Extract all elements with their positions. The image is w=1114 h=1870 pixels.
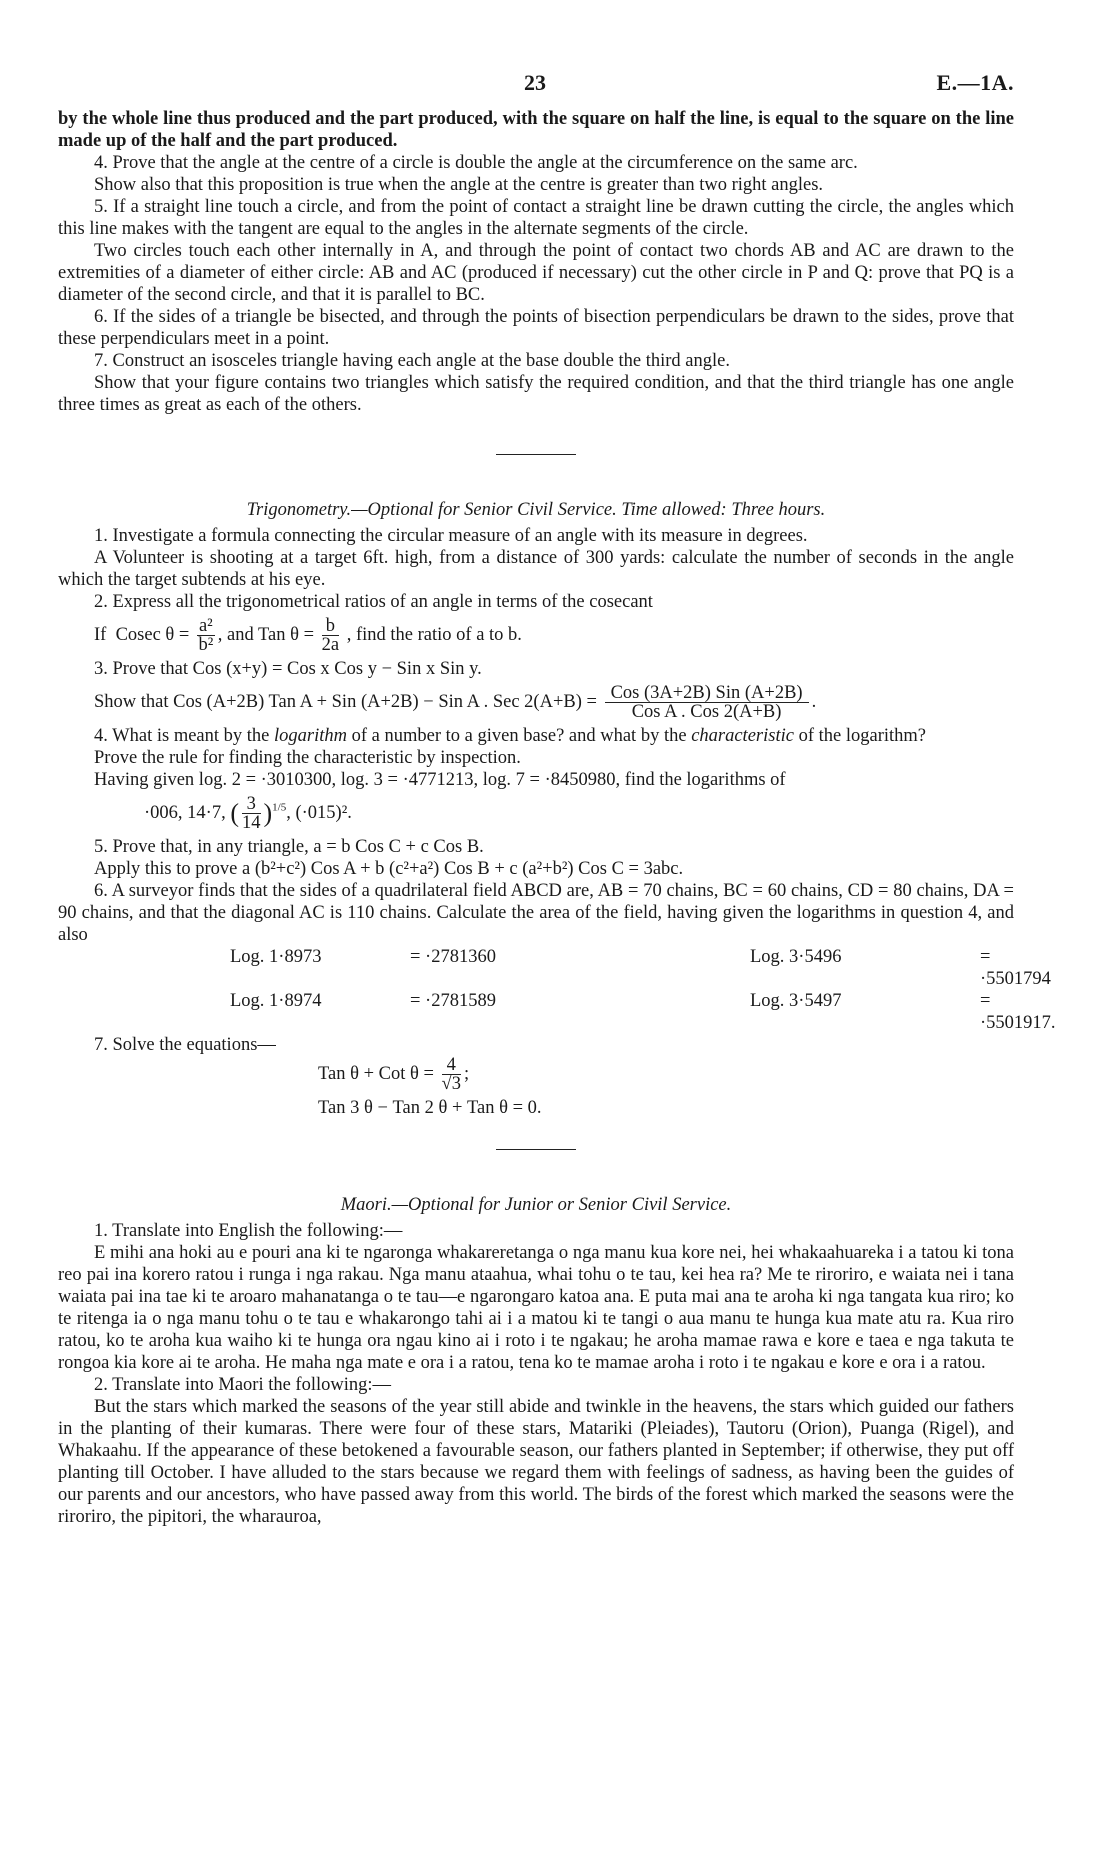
trig-question-2: 2. Express all the trigonometrical ratios of an angle in terms of the cosecant bbox=[94, 592, 653, 612]
denominator: 14 bbox=[242, 813, 261, 833]
numerator: b bbox=[322, 617, 339, 636]
denominator: √3 bbox=[441, 1074, 461, 1094]
geometry-question-7-rider: Show that your figure contains two triangles which satisfy the required condition, and that the third triangle has one angle three times as great as each of the others. bbox=[58, 373, 1014, 415]
log-label: Log. 3·5496 bbox=[750, 947, 842, 967]
equation-1 bbox=[318, 1056, 1014, 1093]
numerator: 3 bbox=[242, 795, 261, 814]
maori-title: Maori.—Optional for Junior or Senior Civil Service. bbox=[340, 1195, 732, 1215]
log-label: Log. 1·8974 bbox=[230, 991, 322, 1011]
geometry-question-4: 4. Prove that the angle at the centre of a circle is double the angle at the circumference on the same arc. bbox=[94, 153, 858, 173]
trig-question-3-identity: Show that Cos (A+2B) Tan A + Sin (A+2B) − Sin A . Sec 2(A+B) = $\frac{\text{Cos (3A+2B) Sin (A+2B)}}{\text{Cos A . Cos 2(A+B)}}$ . bbox=[94, 683, 817, 722]
geometry-section bbox=[58, 108, 1014, 416]
log-label: Log. 1·8973 bbox=[230, 947, 322, 967]
formula-text: Tan θ + Cot θ = bbox=[318, 1063, 434, 1084]
log-value: = ·5501917. bbox=[980, 991, 1056, 1033]
question-text: of the logarithm? bbox=[798, 726, 926, 746]
english-passage: But the stars which marked the seasons of the year still abide and twinkle in the heavens, the stars which guided our fathers in the planting of their kumaras. There were four of these stars, Matariki (Pleiades), Tautoru (Orion), Puanga (Rigel), and Whakaahu. If the appearance of these betokened a favourable season, our fathers planted in September; if otherwise, they put off planting till October. I have alluded to the stars because we regard them with feelings of sadness, as having been the guides of our parents and our ancestors, who have passed away from this world. The birds of the forest which marked the seasons were the riroriro, the pipitori, the wharauroa, bbox=[58, 1397, 1014, 1527]
fraction-a2-b2 bbox=[197, 617, 215, 654]
trig-question-1: 1. Investigate a formula connecting the circular measure of an angle with its measure in degrees. bbox=[94, 526, 808, 546]
denominator: b² bbox=[198, 635, 214, 655]
page-header bbox=[58, 72, 1014, 108]
trig-question-4 bbox=[58, 725, 1014, 747]
numerator: Cos (3A+2B) Sin (A+2B) bbox=[605, 684, 809, 703]
trig-question-4-prove: Prove the rule for finding the characteristic by inspection. bbox=[94, 748, 521, 768]
section-divider bbox=[496, 1149, 576, 1150]
trig-question-5: 5. Prove that, in any triangle, a = b Cos C + c Cos B. bbox=[94, 837, 484, 857]
geometry-question-7: 7. Construct an isosceles triangle having each angle at the base double the third angle. bbox=[94, 351, 730, 371]
page-number: 23 bbox=[524, 70, 546, 95]
equation-2: Tan 3 θ − Tan 2 θ + Tan θ = 0. bbox=[318, 1098, 542, 1118]
term-characteristic: characteristic bbox=[691, 726, 794, 746]
open-paren: ( bbox=[230, 798, 239, 828]
formula-text: If bbox=[94, 624, 107, 645]
question-text: 4. What is meant by the bbox=[94, 726, 270, 746]
trig-question-3: 3. Prove that Cos (x+y) = Cos x Cos y − Sin x Sin y. bbox=[94, 659, 482, 679]
question-text: of a number to a given base? and what by the bbox=[351, 726, 687, 746]
log-value: = ·5501794 bbox=[980, 947, 1051, 989]
formula-text: ·006, 14·7, bbox=[144, 802, 226, 823]
log-label: Log. 3·5497 bbox=[750, 991, 842, 1011]
formula-text: ; bbox=[463, 1063, 470, 1084]
term-logarithm: logarithm bbox=[274, 726, 347, 746]
geometry-question-5: 5. If a straight line touch a circle, and from the point of contact a straight line be drawn cutting the circle, the angles which this line makes with the tangent are equal to the angles in the alternate segments of the circle. bbox=[58, 197, 1014, 239]
trigonometry-title: Trigonometry.—Optional for Senior Civil Service. Time allowed: Three hours. bbox=[246, 500, 826, 520]
logarithm-table bbox=[58, 946, 1056, 1034]
identity-fraction bbox=[605, 684, 809, 721]
trig-question-7: 7. Solve the equations— bbox=[94, 1035, 276, 1055]
trig-question-2-formula bbox=[58, 617, 1014, 654]
fraction-b-2a bbox=[322, 617, 339, 654]
trig-question-6: 6. A surveyor finds that the sides of a quadrilateral field ABCD are, AB = 70 chains, BC = 60 chains, CD = 80 chains, DA = 90 chains, and that the diagonal AC is 110 chains. Calculate the area of the field, having given the logarithms in question 4, and also bbox=[58, 881, 1014, 945]
geometry-question-4-rider: Show also that this proposition is true when the angle at the centre is greater than two right angles. bbox=[94, 175, 824, 195]
formula-text: Show that Cos (A+2B) Tan A + Sin (A+2B) − Sin A . Sec 2(A+B) = bbox=[94, 691, 597, 712]
exponent: 1/5 bbox=[272, 801, 287, 814]
numerator: 4 bbox=[442, 1056, 461, 1075]
log-value: = ·2781589 bbox=[410, 991, 496, 1011]
equations bbox=[58, 1056, 1014, 1119]
maori-question-1: 1. Translate into English the following:— bbox=[94, 1221, 403, 1241]
trig-question-4-given: Having given log. 2 = ·3010300, log. 3 = ·4771213, log. 7 = ·8450980, find the logarithms of bbox=[94, 770, 786, 790]
formula-text: Cosec θ = bbox=[115, 624, 190, 645]
geometry-question-5-rider: Two circles touch each other internally in A, and through the point of contact two chords AB and AC are drawn to the extremities of a diameter of either circle: AB and AC (produced if necessary) cut the other circle in P and Q: prove that PQ is a diameter of the second circle, and that it is parallel to BC. bbox=[58, 241, 1014, 305]
formula-text: , and Tan θ = bbox=[217, 624, 315, 645]
fraction-4-root3 bbox=[442, 1056, 461, 1093]
trig-question-5-apply: Apply this to prove a (b²+c²) Cos A + b (c²+a²) Cos B + c (a²+b²) Cos C = 3abc. bbox=[94, 859, 684, 879]
numerator: a² bbox=[198, 616, 213, 636]
maori-passage: E mihi ana hoki au e pouri ana ki te ngaronga whakareretanga o nga manu kua kore nei, hei whakaahuareka i a tatou ki tona reo pai ina korero ratou i runga i nga rakau. Nga manu ataahua, whai tohu o te tau, kei hea ra? Me te riroriro, e waiata nei i tana waiata pai ina tae ki te aroaro mahanatanga o te tau—e ngarongaro katoa ana. E puta mai ana te aroha ki nga tangata kua riro; ko te ritenga ia o nga manu tohu o te tau e whakarongo tahi ai i a matou ki te tangi o aua manu te hunga kua mate atu ra. Kua riro ratou, ko te aroha kua waiho ki te hunga ora ngau kino ai i roto i te ngakau; he aroha mamae rawa e kore e taea e nga takuta te rongoa kia kore ai te aroha. He maha nga mate e ora i a ratou, tena ko te mamae aroha i roto i te ngakau e kore e ora i a ratou. bbox=[58, 1243, 1014, 1373]
close-paren: ) bbox=[263, 798, 273, 828]
fraction-3-14 bbox=[242, 795, 261, 832]
maori-question-2: 2. Translate into Maori the following:— bbox=[94, 1375, 392, 1395]
formula-text: , find the ratio of a to b. bbox=[346, 624, 522, 645]
geometry-continued: by the whole line thus produced and the part produced, with the square on half the line, is equal to the square on the line made up of the half and the part produced. bbox=[58, 109, 1014, 151]
maori-section bbox=[58, 1194, 1014, 1528]
trig-question-4-values bbox=[58, 795, 1014, 832]
denominator: Cos A . Cos 2(A+B) bbox=[631, 702, 782, 722]
trigonometry-section bbox=[58, 499, 1056, 1119]
log-value: = ·2781360 bbox=[410, 947, 496, 967]
trig-question-1-part-b: A Volunteer is shooting at a target 6ft. high, from a distance of 300 yards: calculate the number of seconds in the angle which the target subtends at his eye. bbox=[58, 548, 1014, 590]
formula-text: , (·015)². bbox=[286, 802, 352, 823]
geometry-question-6: 6. If the sides of a triangle be bisected, and through the points of bisection perpendiculars be drawn to the sides, prove that these perpendiculars meet in a point. bbox=[58, 307, 1014, 349]
denominator: 2a bbox=[321, 635, 340, 655]
section-divider bbox=[496, 454, 576, 455]
document-reference: E.—1A. bbox=[936, 70, 1014, 95]
